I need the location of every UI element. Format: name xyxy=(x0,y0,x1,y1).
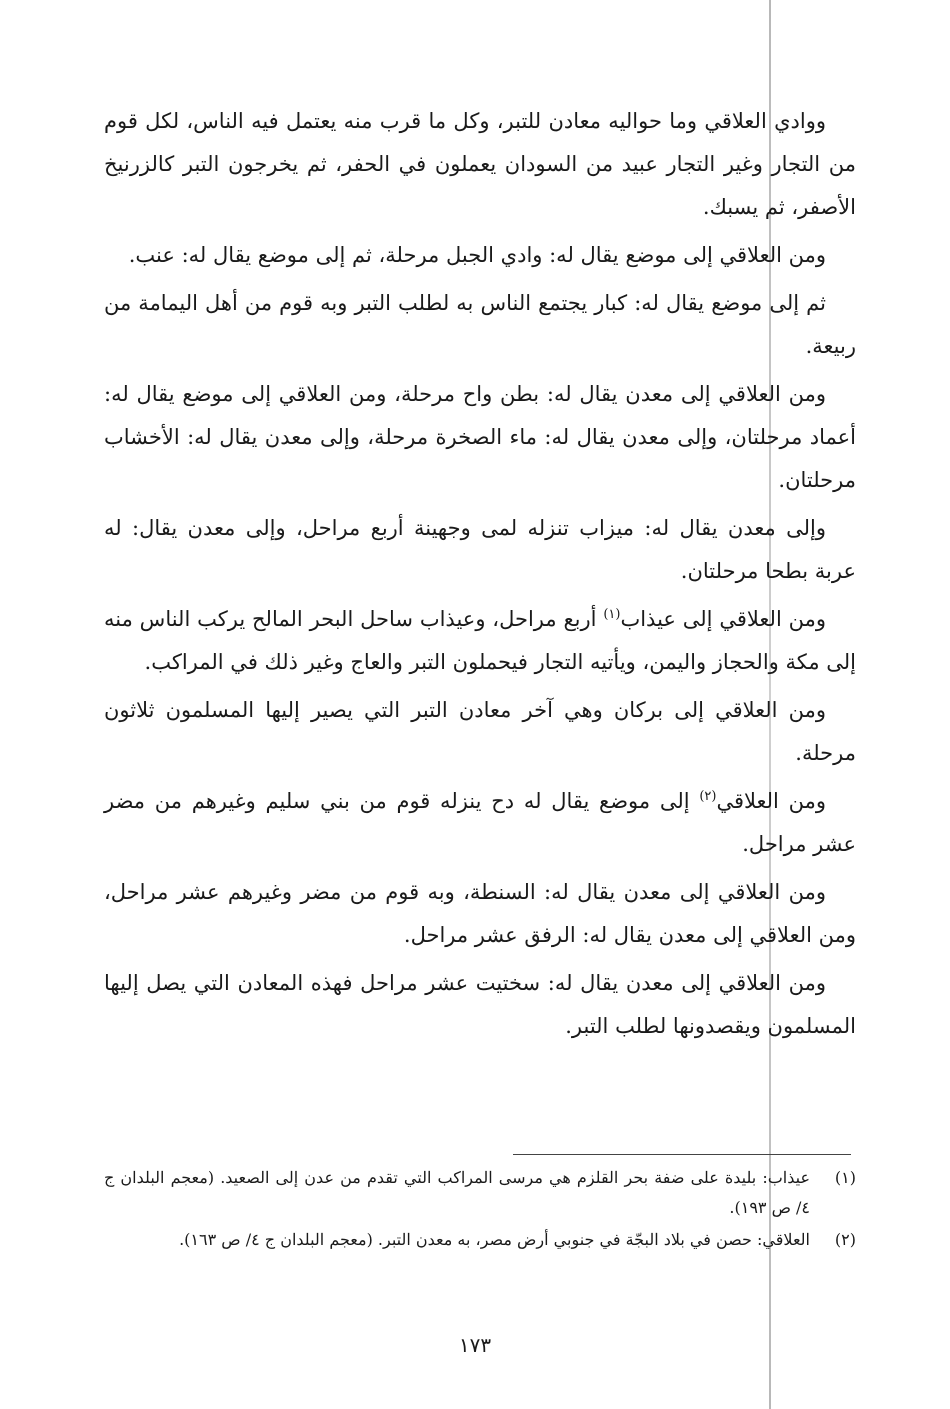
footnote-2-number: (٢) xyxy=(834,1230,856,1249)
main-text xyxy=(104,100,856,1053)
paragraph-8 xyxy=(104,780,856,866)
paragraph-8-start: ومن العلاقي xyxy=(716,789,826,813)
footnote-1-text: عيذاب: بليدة على ضفة بحر القلزم هي مرسى المراكب التي تقدم من عدن إلى الصعيد. (معجم البلدان ج ٤/ ص ١٩٣). xyxy=(104,1168,810,1217)
paragraph-7: ومن العلاقي إلى بركان وهي آخر معادن التبر التي يصير إليها المسلمون ثلاثون مرحلة. xyxy=(104,698,856,765)
paragraph-4: ومن العلاقي إلى معدن يقال له: بطن واح مرحلة، ومن العلاقي إلى موضع يقال له: أعماد مرحلتان، وإلى معدن يقال له: ماء الصخرة مرحلة، وإلى معدن يقال له: الأخشاب مرحلتان. xyxy=(104,382,856,492)
footnote-marker-1: (١) xyxy=(603,607,621,622)
paragraph-9: ومن العلاقي إلى معدن يقال له: السنطة، وبه قوم من مضر وغيرهم عشر مراحل، ومن العلاقي إلى معدن يقال له: الرفق عشر مراحل. xyxy=(104,880,856,947)
paragraph-6-start: ومن العلاقي إلى عيذاب xyxy=(620,607,827,631)
paragraph-8-rest: إلى موضع يقال له دح ينزله قوم من بني سليم وغيرهم من مضر عشر مراحل. xyxy=(104,789,856,856)
paragraph-6 xyxy=(104,598,856,684)
footnotes xyxy=(104,1163,856,1257)
footnote-2 xyxy=(104,1225,856,1255)
paragraph-1: ووادي العلاقي وما حواليه معادن للتبر، وكل ما قرب منه يعتمل فيه الناس، لكل قوم من التجار وغير التجار عبيد من السودان يعملون في الحفر، ثم يخرجون التبر كالزرنيخ الأصفر، ثم يسبك. xyxy=(104,109,856,219)
page-number: ١٧٣ xyxy=(458,1333,492,1357)
paragraph-6-rest: أربع مراحل، وعيذاب ساحل البحر المالح يركب الناس منه إلى مكة والحجاز واليمن، ويأتيه التجار فيحملون التبر والعاج وغير ذلك في المراكب. xyxy=(104,607,856,674)
footnote-1-number: (١) xyxy=(834,1168,856,1187)
footnote-marker-2: (٢) xyxy=(699,789,717,804)
paragraph-10: ومن العلاقي إلى معدن يقال له: سختيت عشر مراحل فهذه المعادن التي يصل إليها المسلمون ويقصدونها لطلب التبر. xyxy=(104,971,856,1038)
paragraph-2: ومن العلاقي إلى موضع يقال له: وادي الجبل مرحلة، ثم إلى موضع يقال له: عنب. xyxy=(128,243,826,267)
footnote-divider xyxy=(513,1154,851,1155)
paragraph-5: وإلى معدن يقال له: ميزاب تنزله لمى وجهينة أربع مراحل، وإلى معدن يقال: له عربة بطحا مرحلتان. xyxy=(104,516,856,583)
footnote-1 xyxy=(104,1163,856,1223)
footnote-2-text: العلاقي: حصن في بلاد البجّة في جنوبي أرض مصر، به معدن التبر. (معجم البلدان ج ٤/ ص ١٦٣). xyxy=(179,1230,810,1249)
paragraph-3: ثم إلى موضع يقال له: كبار يجتمع الناس به لطلب التبر وبه قوم من أهل اليمامة من ربيعة. xyxy=(104,291,856,358)
